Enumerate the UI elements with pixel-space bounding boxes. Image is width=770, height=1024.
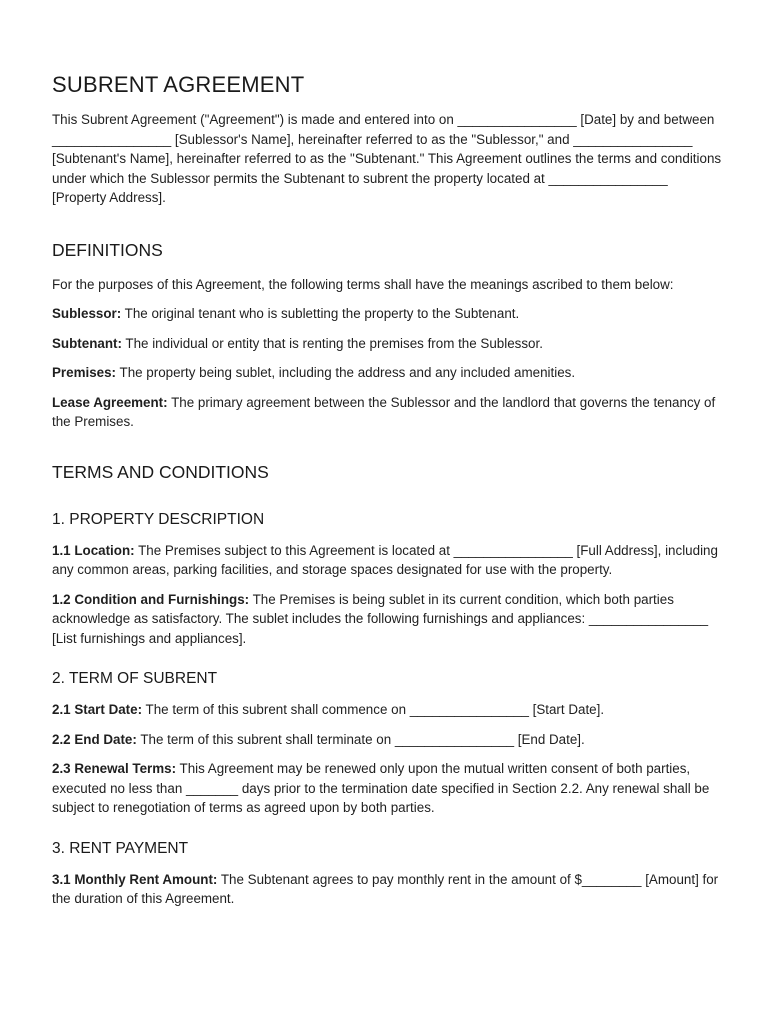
clause-label: 2.3 Renewal Terms: [52, 761, 177, 776]
clause-label: 3.1 Monthly Rent Amount: [52, 871, 218, 887]
definitions-heading: DEFINITIONS [52, 239, 163, 260]
clause-label: 2.2 End Date: [52, 731, 137, 747]
definition-term: Subtenant: [52, 335, 122, 351]
clause-1-2 [52, 590, 724, 649]
clause-label: 1.2 Condition and Furnishings: [52, 591, 250, 607]
definition-term: Lease Agreement: [52, 394, 168, 410]
clause-label: 1.1 Location: [52, 542, 135, 558]
clause-text: The Subtenant agrees to pay monthly rent in the amount of $________ [Amount] for the duration of this Agreement. [52, 871, 719, 906]
clause-label: 2.1 Start Date: [52, 702, 143, 717]
document-content [52, 72, 724, 919]
definition-term: Sublessor: [52, 306, 122, 321]
definition-item [52, 393, 724, 432]
clause-text: The term of this subrent shall terminate on ________________ [End Date]. [136, 731, 585, 747]
section-heading-property: 1. PROPERTY DESCRIPTION [52, 510, 265, 528]
clause-1-1 [52, 541, 724, 580]
clause-2-3 [52, 759, 724, 818]
clause-text: The Premises subject to this Agreement is located at ________________ [Full Address], including any common areas, parking facilities, and storage spaces designated for use with the property. [52, 542, 718, 577]
intro-paragraph: This Subrent Agreement ("Agreement") is made and entered into on ________________ [Date] by and between ________________ [Sublessor's Name], hereinafter referred to as the "Sublessor," and ________________ [Subtenant's Name], hereinafter referred to as the "Subtenant." This Agreement outlines the terms and conditions under which the Sublessor permits the Subtenant to subrent the property located at ________________ [Property Address]. [52, 112, 722, 205]
clause-3-1 [52, 870, 724, 909]
definition-text: The primary agreement between the Sublessor and the landlord that governs the tenancy of the Premises. [52, 394, 716, 429]
clause-text: The term of this subrent shall commence on ________________ [Start Date]. [142, 702, 605, 717]
definition-term: Premises: [52, 365, 117, 380]
terms-heading: TERMS AND CONDITIONS [52, 461, 269, 482]
clause-text: The Premises is being sublet in its current condition, which both parties acknowledge as satisfactory. The sublet includes the following furnishings and appliances: ________________ [List furnishings and appliances]. [52, 591, 709, 646]
definition-item [52, 304, 724, 324]
definition-text: The original tenant who is subletting the property to the Subtenant. [121, 306, 520, 321]
clause-text: This Agreement may be renewed only upon the mutual written consent of both parties, executed no less than _______ days prior to the termination date specified in Section 2.2. Any renewal shall be subject to renegotiation of terms as agreed upon by both parties. [52, 761, 710, 815]
section-heading-rent: 3. RENT PAYMENT [52, 839, 189, 857]
clause-2-2 [52, 730, 724, 750]
definition-text: The property being sublet, including the address and any included amenities. [116, 365, 576, 380]
document-title: SUBRENT AGREEMENT [52, 72, 305, 97]
definition-text: The individual or entity that is renting the premises from the Sublessor. [121, 335, 543, 351]
definitions-intro: For the purposes of this Agreement, the following terms shall have the meanings ascribed to them below: [52, 276, 674, 292]
definition-item [52, 363, 724, 383]
definition-item [52, 334, 724, 354]
clause-2-1 [52, 700, 724, 720]
section-heading-term: 2. TERM OF SUBRENT [52, 670, 218, 687]
